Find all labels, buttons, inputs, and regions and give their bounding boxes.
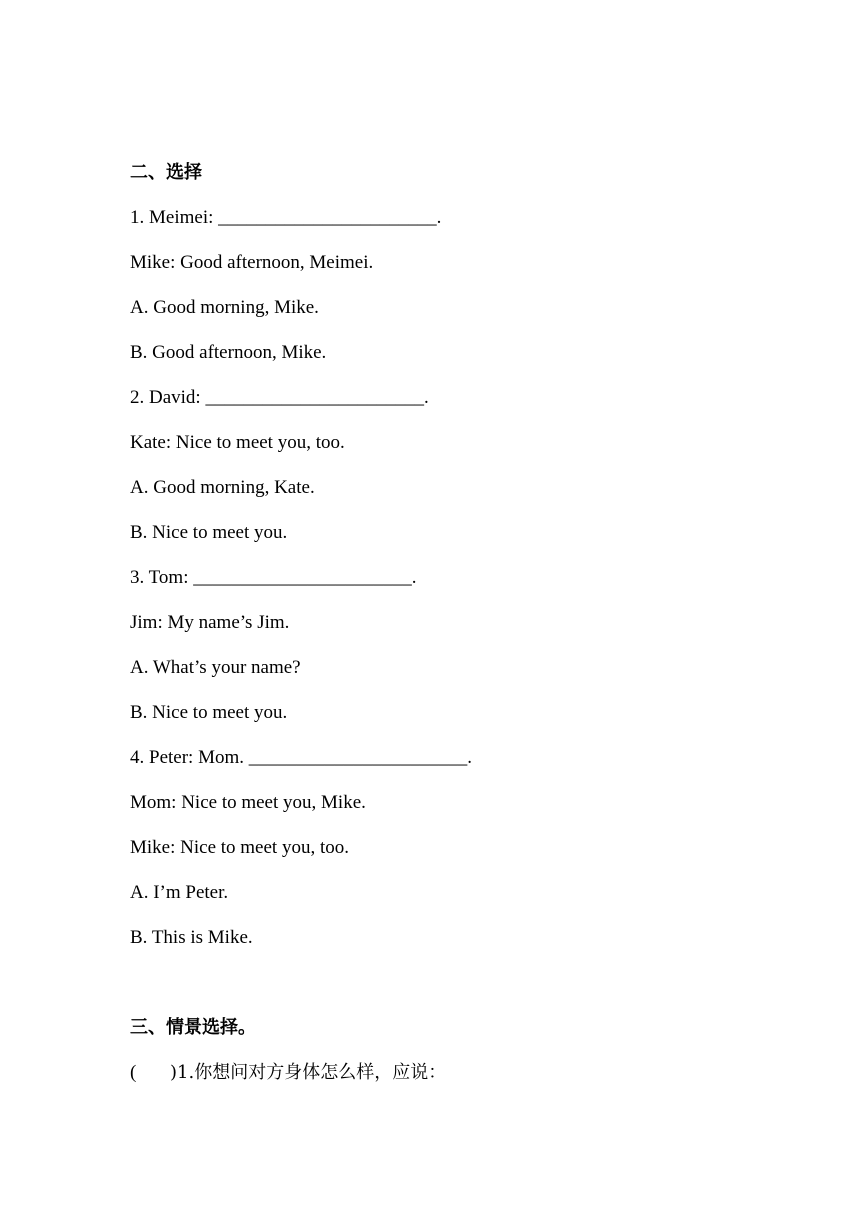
question-2-option-a: A. Good morning, Kate. (130, 477, 315, 498)
situation-question-1-text: )1.你想问对方身体怎么样，应说： (170, 1062, 447, 1083)
question-4-reply: Mom: Nice to meet you, Mike. (130, 792, 366, 813)
question-1-reply: Mike: Good afternoon, Meimei. (130, 252, 374, 273)
question-4-prompt: 4. Peter: Mom. _______________________. (130, 747, 472, 768)
question-3-reply: Jim: My name’s Jim. (130, 612, 290, 633)
question-1-prompt: 1. Meimei: _______________________. (130, 207, 442, 228)
answer-paren: ( (130, 1062, 137, 1083)
question-2-prompt: 2. David: _______________________. (130, 387, 429, 408)
question-2-reply: Kate: Nice to meet you, too. (130, 432, 345, 453)
section-3-title: 三、情景选择。 (130, 1017, 256, 1038)
question-1 (130, 205, 770, 366)
question-1-option-b: B. Good afternoon, Mike. (130, 342, 327, 363)
question-3-option-a: A. What’s your name? (130, 657, 301, 678)
question-3-prompt: 3. Tom: _______________________. (130, 567, 417, 588)
section-gap (130, 970, 770, 1015)
question-2-option-b: B. Nice to meet you. (130, 522, 288, 543)
question-4-option-b: B. This is Mike. (130, 927, 253, 948)
question-1-option-a: A. Good morning, Mike. (130, 297, 319, 318)
worksheet-content (130, 160, 770, 1105)
question-3 (130, 565, 770, 726)
section-2-title: 二、选择 (130, 162, 202, 183)
question-4-reply-2: Mike: Nice to meet you, too. (130, 837, 349, 858)
question-4 (130, 745, 770, 951)
question-3-option-b: B. Nice to meet you. (130, 702, 288, 723)
question-4-option-a: A. I’m Peter. (130, 882, 229, 903)
question-2 (130, 385, 770, 546)
situation-question-1 (130, 1060, 770, 1086)
